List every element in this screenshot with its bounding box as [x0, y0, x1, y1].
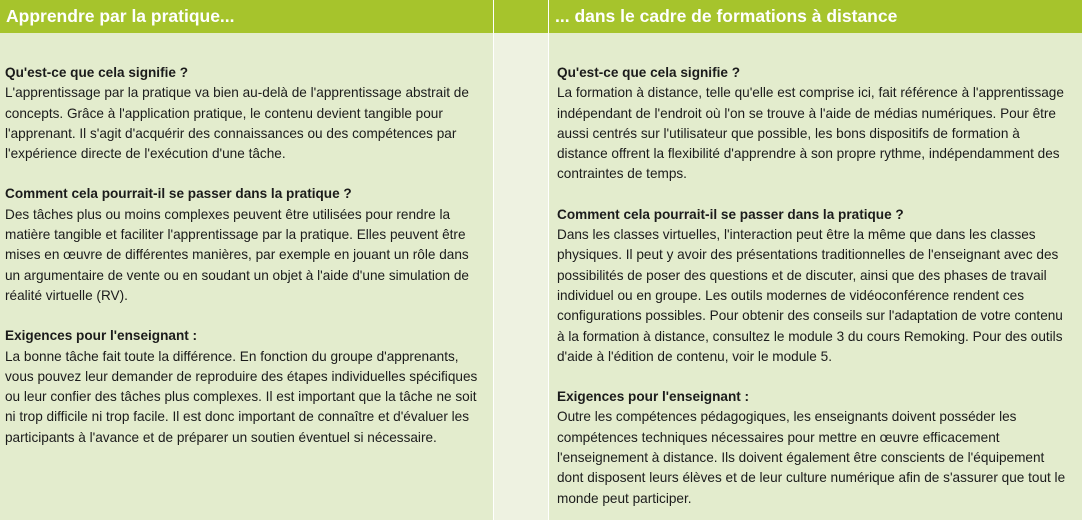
body-right [549, 33, 1082, 520]
section-title: Exigences pour l'enseignant : [557, 389, 750, 405]
section-title: Comment cela pourrait-il se passer dans la pratique ? [557, 206, 904, 222]
section-text: La bonne tâche fait toute la différence. En fonction du groupe d'apprenants, vous pouvez leur demander de reproduire des étapes individuelles spécifiques ou leur confier des tâches plus complexes. Il est important que la tâche ne soit ni trop difficile ni trop facile. Il est donc important de connaître et d'évaluer les participants à l'avance et de préparer un soutien éventuel si nécessaire. [5, 348, 478, 445]
section-title: Exigences pour l'enseignant : [5, 328, 198, 344]
right-section-meaning [557, 63, 1074, 185]
header-right: ... dans le cadre de formations à distance [549, 0, 1082, 33]
left-section-practice [5, 184, 487, 306]
left-section-requirements [5, 326, 487, 448]
body-spacer [493, 33, 549, 520]
section-title: Qu'est-ce que cela signifie ? [5, 65, 189, 80]
header-left: Apprendre par la pratique... [0, 0, 493, 33]
section-text: Outre les compétences pédagogiques, les enseignants doivent posséder les compétences techniques nécessaires pour mettre en œuvre efficacement l'enseignement à distance. Ils doivent également être conscients de l'équipement dont disposent leurs élèves et de leur culture numérique afin de s'assurer que tout le monde peut participer. [557, 409, 1066, 506]
right-section-requirements [557, 387, 1074, 509]
section-title: Qu'est-ce que cela signifie ? [557, 65, 741, 80]
section-text: L'apprentissage par la pratique va bien au-delà de l'apprentissage abstrait de concepts. Grâce à l'application pratique, le contenu devient tangible pour l'apprenant. Il s'agit d'acquérir des connaissances ou des compétences par l'expérience directe de l'exécution d'une tâche. [5, 85, 469, 162]
section-title: Comment cela pourrait-il se passer dans la pratique ? [5, 186, 352, 202]
left-section-meaning [5, 63, 487, 164]
section-text: La formation à distance, telle qu'elle est comprise ici, fait référence à l'apprentissage indépendant de l'endroit où l'on se trouve à l'aide de médias numériques. Pour être aussi centrés sur l'utilisateur que possible, les bons dispositifs de formation à distance offrent la flexibilité d'apprendre à son propre rythme, indépendamment des contraintes de temps. [557, 85, 1064, 182]
section-text: Des tâches plus ou moins complexes peuvent être utilisées pour rendre la matière tangible et faciliter l'apprentissage par la pratique. Elles peuvent être mises en œuvre de différentes manières, par exemple en jouant un rôle dans un argumentaire de vente ou en soudant un objet à l'aide d'une simulation de réalité virtuelle (RV). [5, 206, 469, 303]
right-section-practice [557, 205, 1074, 367]
section-text: Dans les classes virtuelles, l'interaction peut être la même que dans les classes physiques. Il peut y avoir des présentations traditionnelles de l'enseignant avec des possibilités de poser des questions et de discuter, ainsi que des phases de travail individuel ou en groupe. Les outils modernes de vidéoconférence rendent ces configurations possibles. Pour obtenir des conseils sur l'adaptation de votre contenu à la formation à distance, consultez le module 3 du cours Remoking. Pour des outils d'aide à l'édition de contenu, voir le module 5. [557, 227, 1063, 364]
body-left [0, 33, 493, 520]
header-spacer [493, 0, 549, 33]
